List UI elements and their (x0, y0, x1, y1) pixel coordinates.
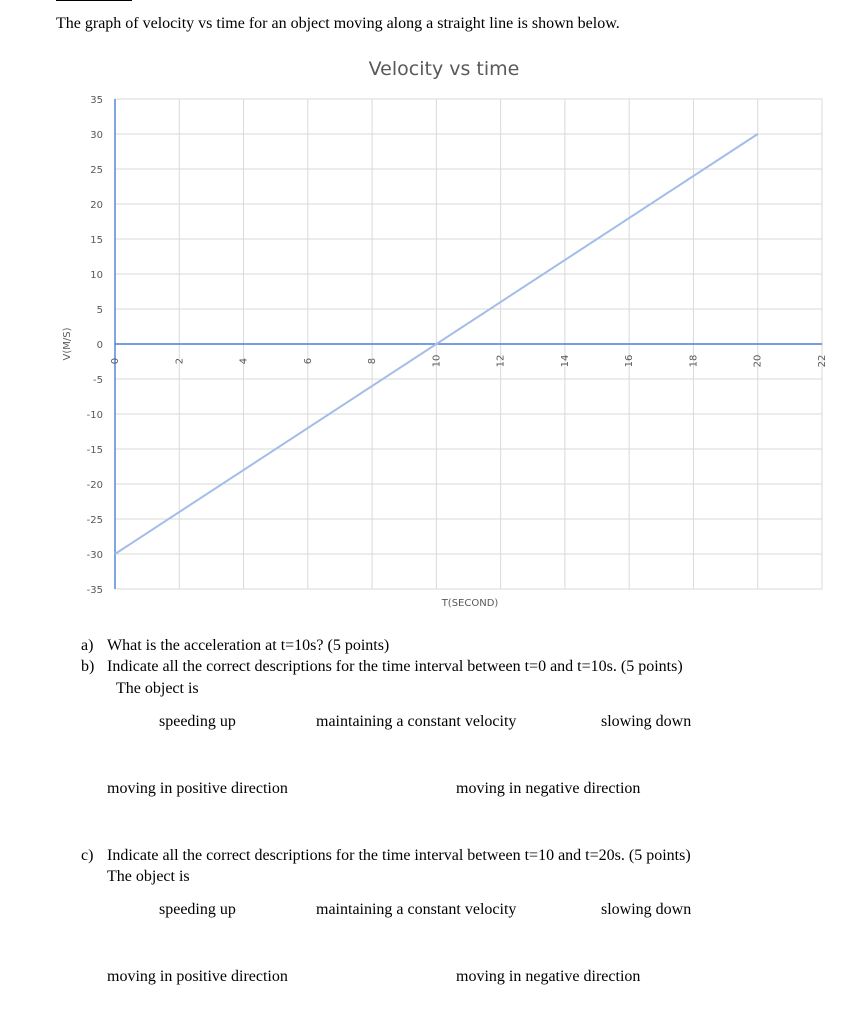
x-tick-label: 16 (624, 354, 636, 368)
question-a-text: What is the acceleration at t=10s? (5 points) (107, 637, 390, 654)
y-tick-labels (87, 95, 103, 596)
y-tick-label: -10 (86, 410, 103, 421)
y-tick-label: 10 (90, 270, 103, 281)
b-option-speeding-up[interactable]: speeding up (159, 713, 236, 730)
x-tick-label: 22 (817, 354, 828, 368)
question-c-sub: The object is (107, 868, 190, 885)
question-a-marker: a) (81, 637, 94, 654)
y-tick-label: 15 (90, 235, 103, 246)
x-tick-label: 14 (559, 354, 571, 368)
c-option-speeding-up[interactable]: speeding up (159, 901, 236, 918)
question-c-marker: c) (81, 847, 94, 864)
x-tick-label: 2 (174, 357, 186, 365)
question-c-text: Indicate all the correct descriptions for the time interval between t=10 and t=20s. (5 points) (107, 847, 691, 864)
y-tick-label: 5 (96, 305, 103, 316)
x-tick-label: 8 (367, 357, 379, 365)
b-option-slowing-down[interactable]: slowing down (601, 713, 692, 730)
y-tick-label: -5 (93, 375, 103, 386)
c-option-positive-direction[interactable]: moving in positive direction (107, 968, 288, 985)
c-option-negative-direction[interactable]: moving in negative direction (456, 968, 641, 985)
y-tick-label: 20 (90, 200, 103, 211)
y-tick-label: 0 (96, 340, 103, 351)
y-tick-label: 35 (90, 95, 103, 106)
x-tick-label: 0 (110, 357, 121, 365)
x-tick-label: 20 (752, 354, 764, 368)
x-tick-label: 6 (302, 357, 314, 365)
intro-text: The graph of velocity vs time for an object moving along a straight line is shown below. (56, 15, 620, 32)
chart-title: Velocity vs time (368, 58, 520, 80)
y-tick-label: -35 (86, 585, 103, 596)
chart-axes (115, 99, 822, 589)
x-axis-label: T(SECOND) (441, 598, 499, 609)
y-tick-label: -30 (86, 550, 103, 561)
b-option-constant-velocity[interactable]: maintaining a constant velocity (316, 713, 517, 730)
x-tick-label: 4 (238, 357, 250, 365)
x-tick-labels (110, 355, 828, 368)
y-tick-label: -25 (86, 515, 103, 526)
question-b-sub: The object is (116, 680, 199, 697)
x-tick-label: 10 (431, 354, 443, 368)
c-option-constant-velocity[interactable]: maintaining a constant velocity (316, 901, 517, 918)
question-b-text: Indicate all the correct descriptions for the time interval between t=0 and t=10s. (5 points) (107, 658, 683, 675)
y-axis-label: V(M/S) (62, 327, 73, 361)
y-tick-label: 25 (90, 165, 103, 176)
y-tick-label: -15 (86, 445, 103, 456)
x-tick-label: 12 (495, 354, 507, 368)
question-b-marker: b) (81, 658, 95, 675)
x-tick-label: 18 (688, 354, 700, 368)
c-option-slowing-down[interactable]: slowing down (601, 901, 692, 918)
y-tick-label: -20 (86, 480, 103, 491)
y-tick-label: 30 (90, 130, 103, 141)
b-option-positive-direction[interactable]: moving in positive direction (107, 780, 288, 797)
b-option-negative-direction[interactable]: moving in negative direction (456, 780, 641, 797)
